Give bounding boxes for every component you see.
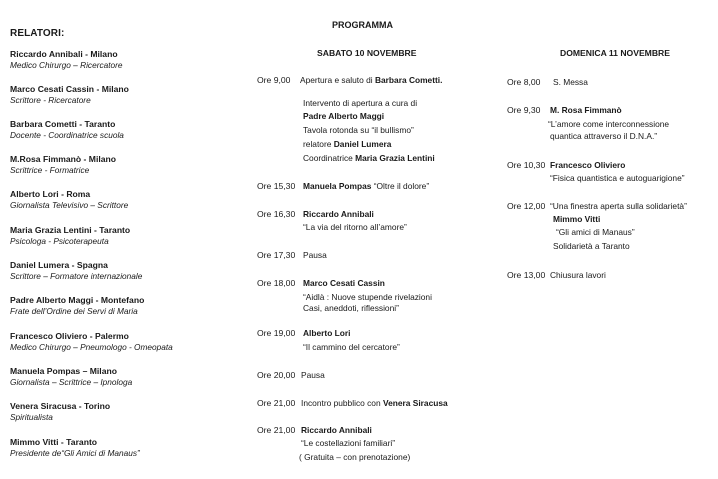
relatore-role: Psicologa - Psicoterapeuta <box>10 236 109 246</box>
relatore-role: Giornalista – Scrittrice – Ipnologa <box>10 377 133 387</box>
event-time: Ore 10,30 <box>507 160 546 170</box>
event-text: relatore Daniel Lumera <box>303 139 392 149</box>
relatore-role: Scrittore – Formatore internazionale <box>10 271 143 281</box>
event-speaker: M. Rosa Fimmanò <box>550 105 622 115</box>
event-time: Ore 9,00 <box>257 75 291 85</box>
relatore-name: Francesco Oliviero - Palermo <box>10 331 129 341</box>
relatore-item <box>10 436 210 459</box>
relatore-role: Medico Chirurgo – Ricercatore <box>10 60 123 70</box>
event-text: quantica attraverso il D.N.A.” <box>550 131 658 141</box>
domenica-title: DOMENICA 11 NOVEMBRE <box>560 48 670 58</box>
event-text: “Gli amici di Manaus” <box>556 227 635 237</box>
event-speaker: Marco Cesati Cassin <box>303 278 385 288</box>
event-time: Ore 21,00 <box>257 398 296 408</box>
relatore-role: Spiritualista <box>10 412 53 422</box>
event-time: Ore 18,00 <box>257 278 296 288</box>
relatore-item <box>10 224 210 247</box>
relatore-name: Manuela Pompas – Milano <box>10 366 117 376</box>
event-time: Ore 16,30 <box>257 209 296 219</box>
event-speaker: Riccardo Annibali <box>303 209 374 219</box>
event-text: Intervento di apertura a cura di <box>303 98 418 108</box>
relatore-name: Padre Alberto Maggi - Montefano <box>10 295 145 305</box>
event-text: Manuela Pompas “Oltre il dolore” <box>303 181 430 191</box>
event-text: “Il cammino del cercatore” <box>303 342 400 352</box>
relatore-item <box>10 118 210 141</box>
relatore-item <box>10 83 210 106</box>
event-time: Ore 13,00 <box>507 270 546 280</box>
event-time: Ore 17,30 <box>257 250 296 260</box>
relatore-item <box>10 400 210 423</box>
event-time: Ore 20,00 <box>257 370 296 380</box>
event-text: Pausa <box>301 370 325 380</box>
event-text: ( Gratuita – con prenotazione) <box>299 452 411 462</box>
relatore-role: Medico Chirurgo – Pneumologo - Omeopata <box>10 342 173 352</box>
event-time: Ore 15,30 <box>257 181 296 191</box>
event-text: “Una finestra aperta sulla solidarietà” <box>550 201 687 211</box>
event-time: Ore 21,00 <box>257 425 296 435</box>
event-text: S. Messa <box>553 77 588 87</box>
event-text: Solidarietà a Taranto <box>553 241 630 251</box>
relatore-name: Riccardo Annibali - Milano <box>10 49 118 59</box>
event-text: “Fisica quantistica e autoguarigione” <box>550 173 685 183</box>
relatore-item <box>10 259 210 282</box>
relatori-title: RELATORI: <box>10 28 65 39</box>
event-time: Ore 12,00 <box>507 201 546 211</box>
event-text: Chiusura lavori <box>550 270 606 280</box>
relatore-name: Venera Siracusa - Torino <box>10 401 111 411</box>
event-text: “Le costellazioni familiari” <box>301 438 396 448</box>
relatore-role: Scrittrice - Formatrice <box>10 165 90 175</box>
relatore-role: Docente - Coordinatrice scuola <box>10 130 124 140</box>
event-text: Apertura e saluto di Barbara Cometti. <box>300 75 443 85</box>
sabato-title: SABATO 10 NOVEMBRE <box>317 48 417 58</box>
event-speaker: Riccardo Annibali <box>301 425 372 435</box>
event-text: “L’amore come interconnessione <box>548 119 670 129</box>
relatore-item <box>10 188 210 211</box>
relatore-name: Maria Grazia Lentini - Taranto <box>10 225 131 235</box>
relatore-name: Alberto Lori - Roma <box>10 189 91 199</box>
event-speaker: Francesco Oliviero <box>550 160 626 170</box>
relatore-item <box>10 48 210 71</box>
event-text: Incontro pubblico con Venera Siracusa <box>301 398 448 408</box>
relatore-item <box>10 330 210 353</box>
event-text: Tavola rotonda su “il bullismo” <box>303 125 414 135</box>
relatore-name: M.Rosa Fimmanò - Milano <box>10 154 116 164</box>
event-text: Casi, aneddoti, riflessioni” <box>303 303 399 313</box>
relatore-role: Giornalista Televisivo – Scrittore <box>10 200 129 210</box>
relatore-name: Barbara Cometti - Taranto <box>10 119 116 129</box>
relatore-role: Frate dell’Ordine dei Servi di Maria <box>10 306 138 316</box>
relatore-item <box>10 365 210 388</box>
relatore-item <box>10 294 210 317</box>
event-time: Ore 9,30 <box>507 105 541 115</box>
event-text: “Aidlà : Nuove stupende rivelazioni <box>303 292 432 302</box>
relatore-name: Marco Cesati Cassin - Milano <box>10 84 129 94</box>
relatore-name: Mimmo Vitti - Taranto <box>10 437 98 447</box>
relatore-role: Presidente de“Gli Amici di Manaus” <box>10 448 140 458</box>
event-text: Pausa <box>303 250 327 260</box>
event-speaker: Alberto Lori <box>303 328 351 338</box>
event-time: Ore 19,00 <box>257 328 296 338</box>
programma-title: PROGRAMMA <box>332 20 393 30</box>
relatore-name: Daniel Lumera - Spagna <box>10 260 108 270</box>
relatore-role: Scrittore - Ricercatore <box>10 95 91 105</box>
relatore-item <box>10 153 210 176</box>
event-speaker: Padre Alberto Maggi <box>303 111 385 121</box>
event-text: Coordinatrice Maria Grazia Lentini <box>303 153 435 163</box>
event-text: “La via del ritorno all’amore” <box>303 222 407 232</box>
event-speaker: Mimmo Vitti <box>553 214 601 224</box>
event-time: Ore 8,00 <box>507 77 541 87</box>
